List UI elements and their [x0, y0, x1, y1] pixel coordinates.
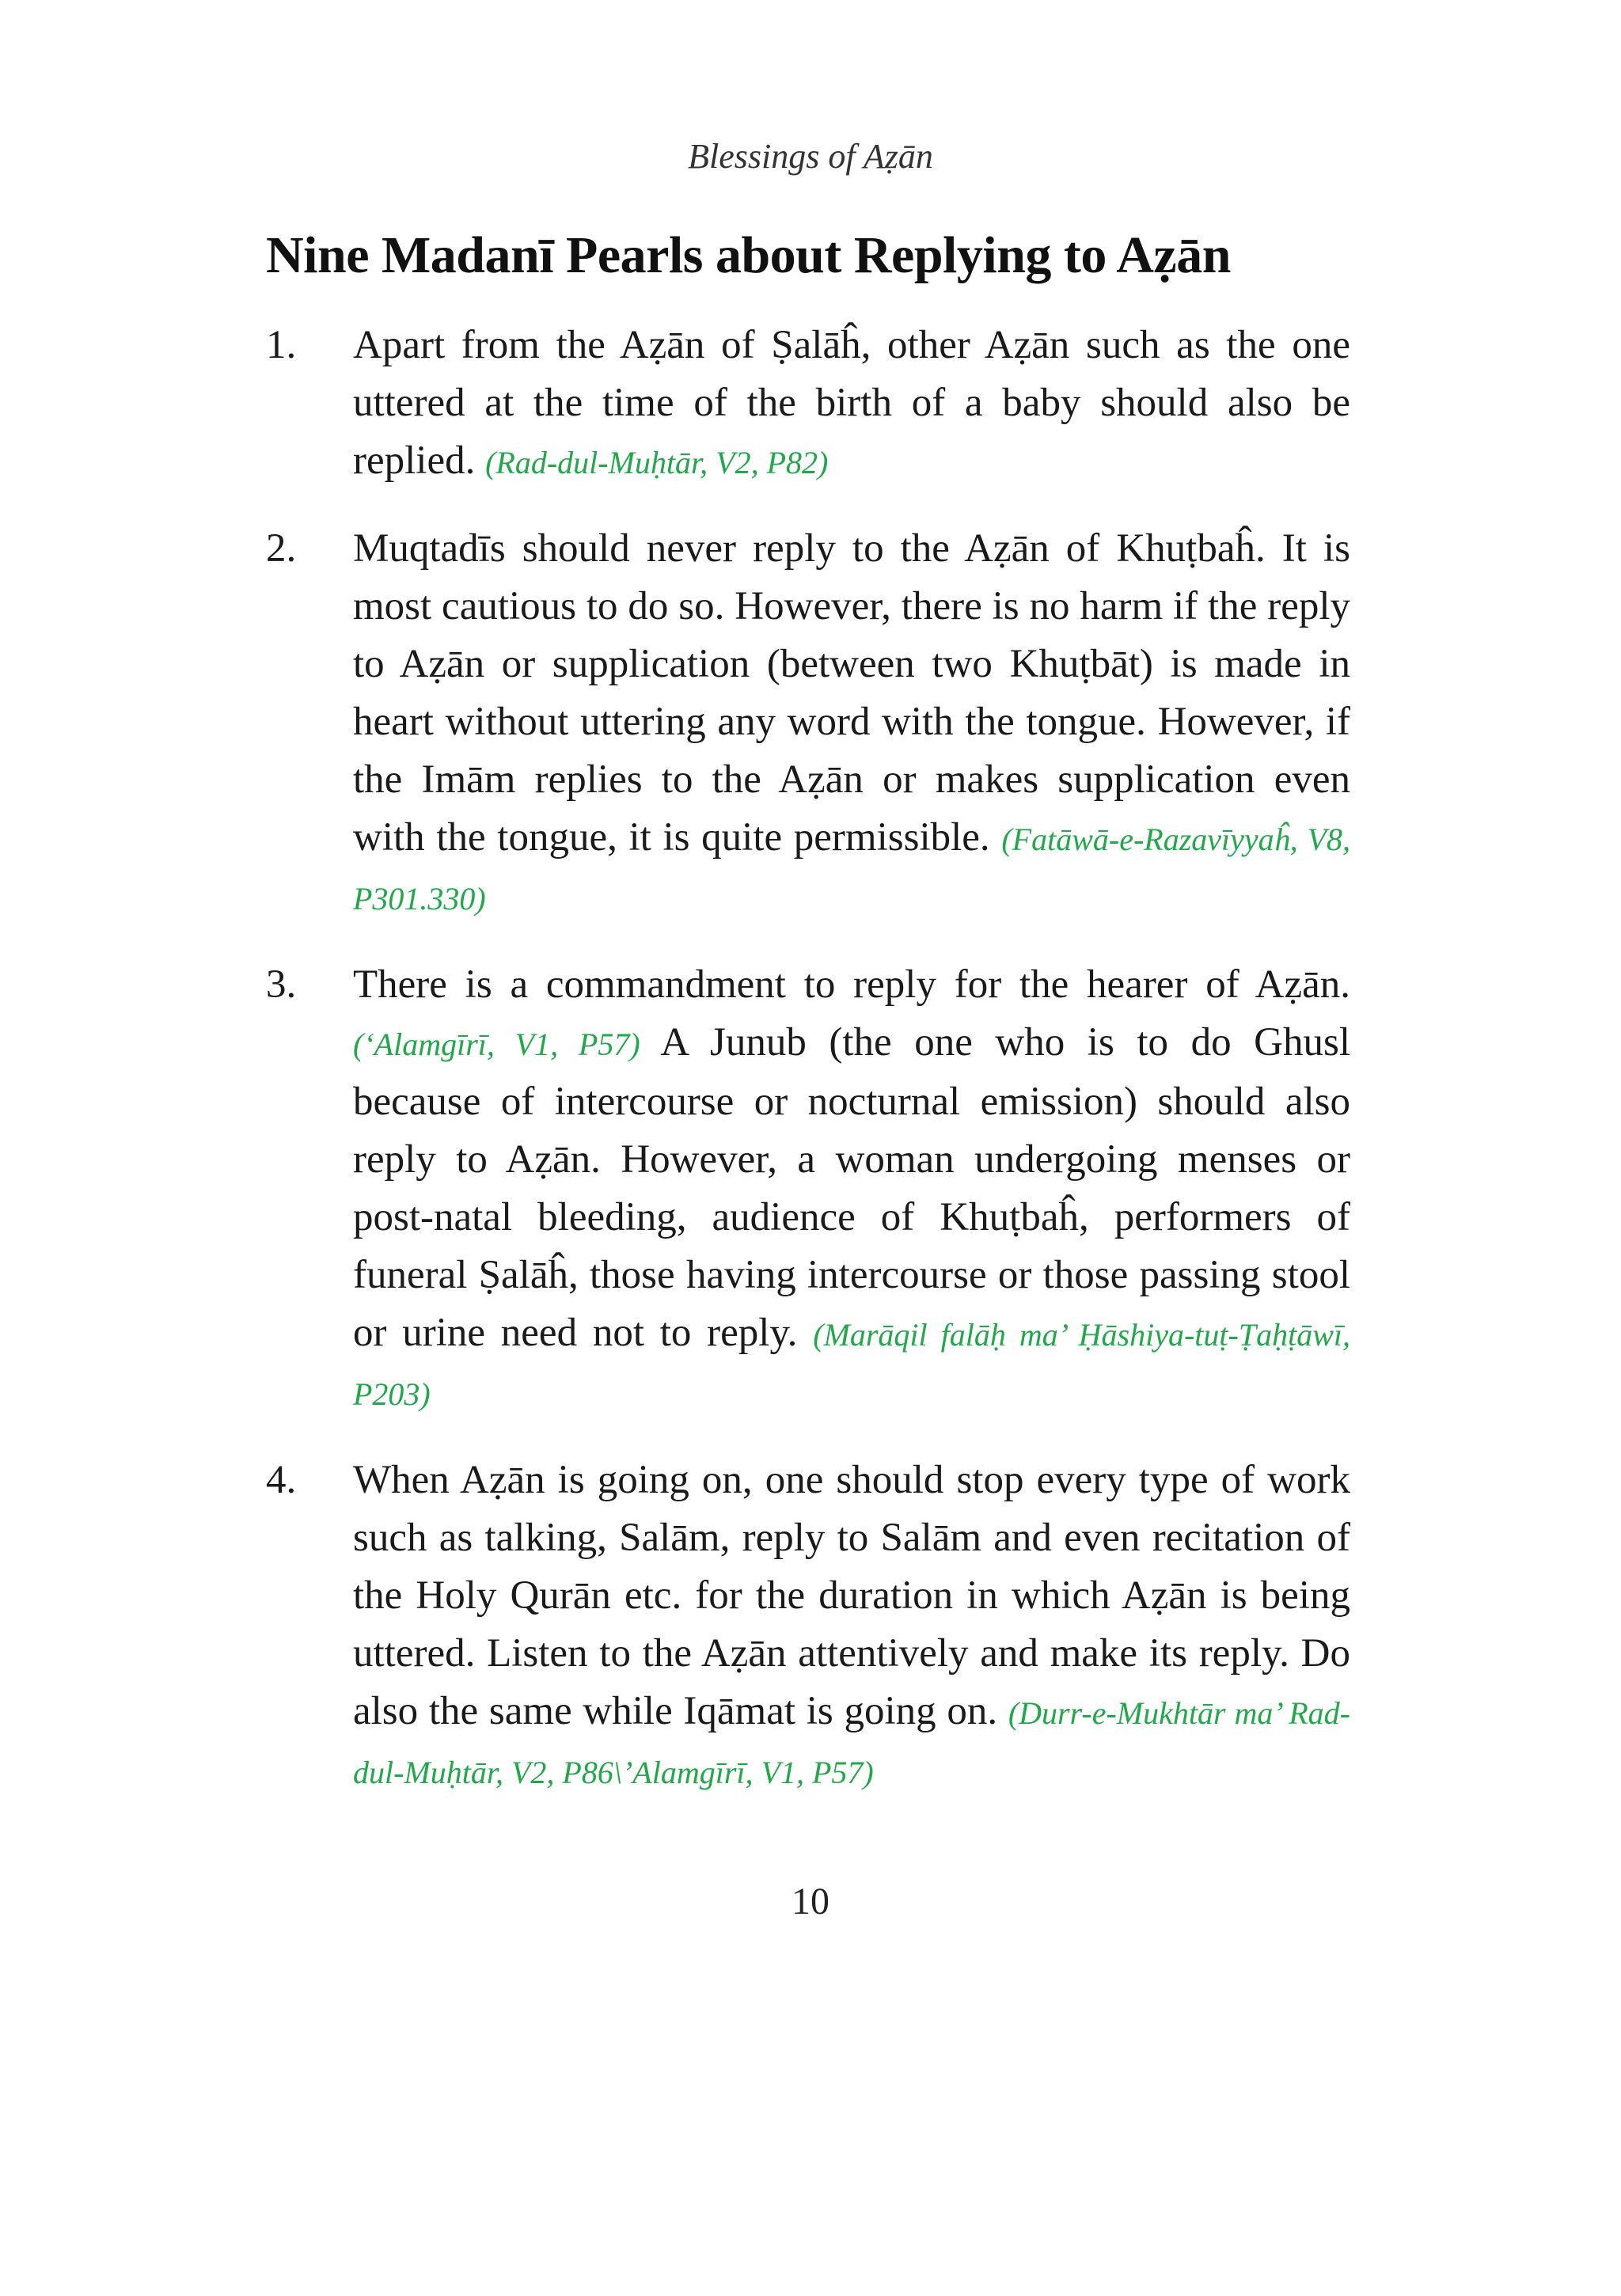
list-item-4 — [266, 1452, 1350, 1801]
item-text: Apart from the Aẓān of Ṣalāĥ, other Aẓān such as the one uttered at the time of the birth of a baby should also be replied. — [353, 323, 1350, 483]
section-heading: Nine Madanī Pearls about Replying to Aẓān — [266, 226, 1231, 284]
item-text: When Aẓān is going on, one should stop every type of work such as talking, Salām, reply to Salām and even recitation of the Holy Qurān etc. for the duration in which Aẓān is being uttered. Listen to the Aẓān attentively and make its reply. Do also the same while Iqāmat is going on. — [353, 1458, 1350, 1733]
item-text-after: A Junub (the one who is to do Ghusl because of intercourse or nocturnal emission) should also reply to Aẓān. However, a woman undergoing menses or post-natal bleeding, audience of Khuṭbaĥ, performers of funeral Ṣalāĥ, those having intercourse or those passing stool or urine need not to reply. — [353, 1020, 1351, 1355]
list-item-2 — [266, 520, 1350, 928]
running-head: Blessings of Aẓān — [688, 137, 933, 176]
item-number: 3. — [266, 962, 297, 1007]
list-item-3 — [266, 956, 1350, 1423]
item-reference-inline: (‘Alamgīrī, V1, P57) — [353, 1027, 640, 1062]
item-reference: (Fatāwā-e-Razavīyyaĥ, V8, P301.330) — [353, 822, 1350, 917]
item-reference: (Rad-dul-Muḥtār, V2, P82) — [485, 445, 829, 480]
list-item-1 — [266, 317, 1350, 491]
pearls-list — [266, 317, 1350, 1830]
item-number: 4. — [266, 1458, 297, 1502]
item-reference: (Durr-e-Mukhtār ma’ Rad-dul-Muḥtār, V2, P86\’Alamgīrī, V1, P57) — [353, 1695, 1350, 1790]
item-reference: (Marāqil falāḥ ma’ Ḥāshiya-tuṭ-Ṭaḥṭāwī, P203) — [353, 1317, 1350, 1412]
item-number: 2. — [266, 526, 297, 571]
page-number: 10 — [792, 1880, 829, 1922]
item-number: 1. — [266, 323, 297, 367]
item-text-before: There is a commandment to reply for the hearer of Aẓān. — [353, 962, 1350, 1007]
item-text: Muqtadīs should never reply to the Aẓān of Khuṭbaĥ. It is most cautious to do so. However, there is no harm if the reply to Aẓān or supplication (between two Khuṭbāt) is made in heart without uttering any word with the tongue. However, if the Imām replies to the Aẓān or makes supplication even with the tongue, it is quite permissible. — [353, 526, 1350, 860]
